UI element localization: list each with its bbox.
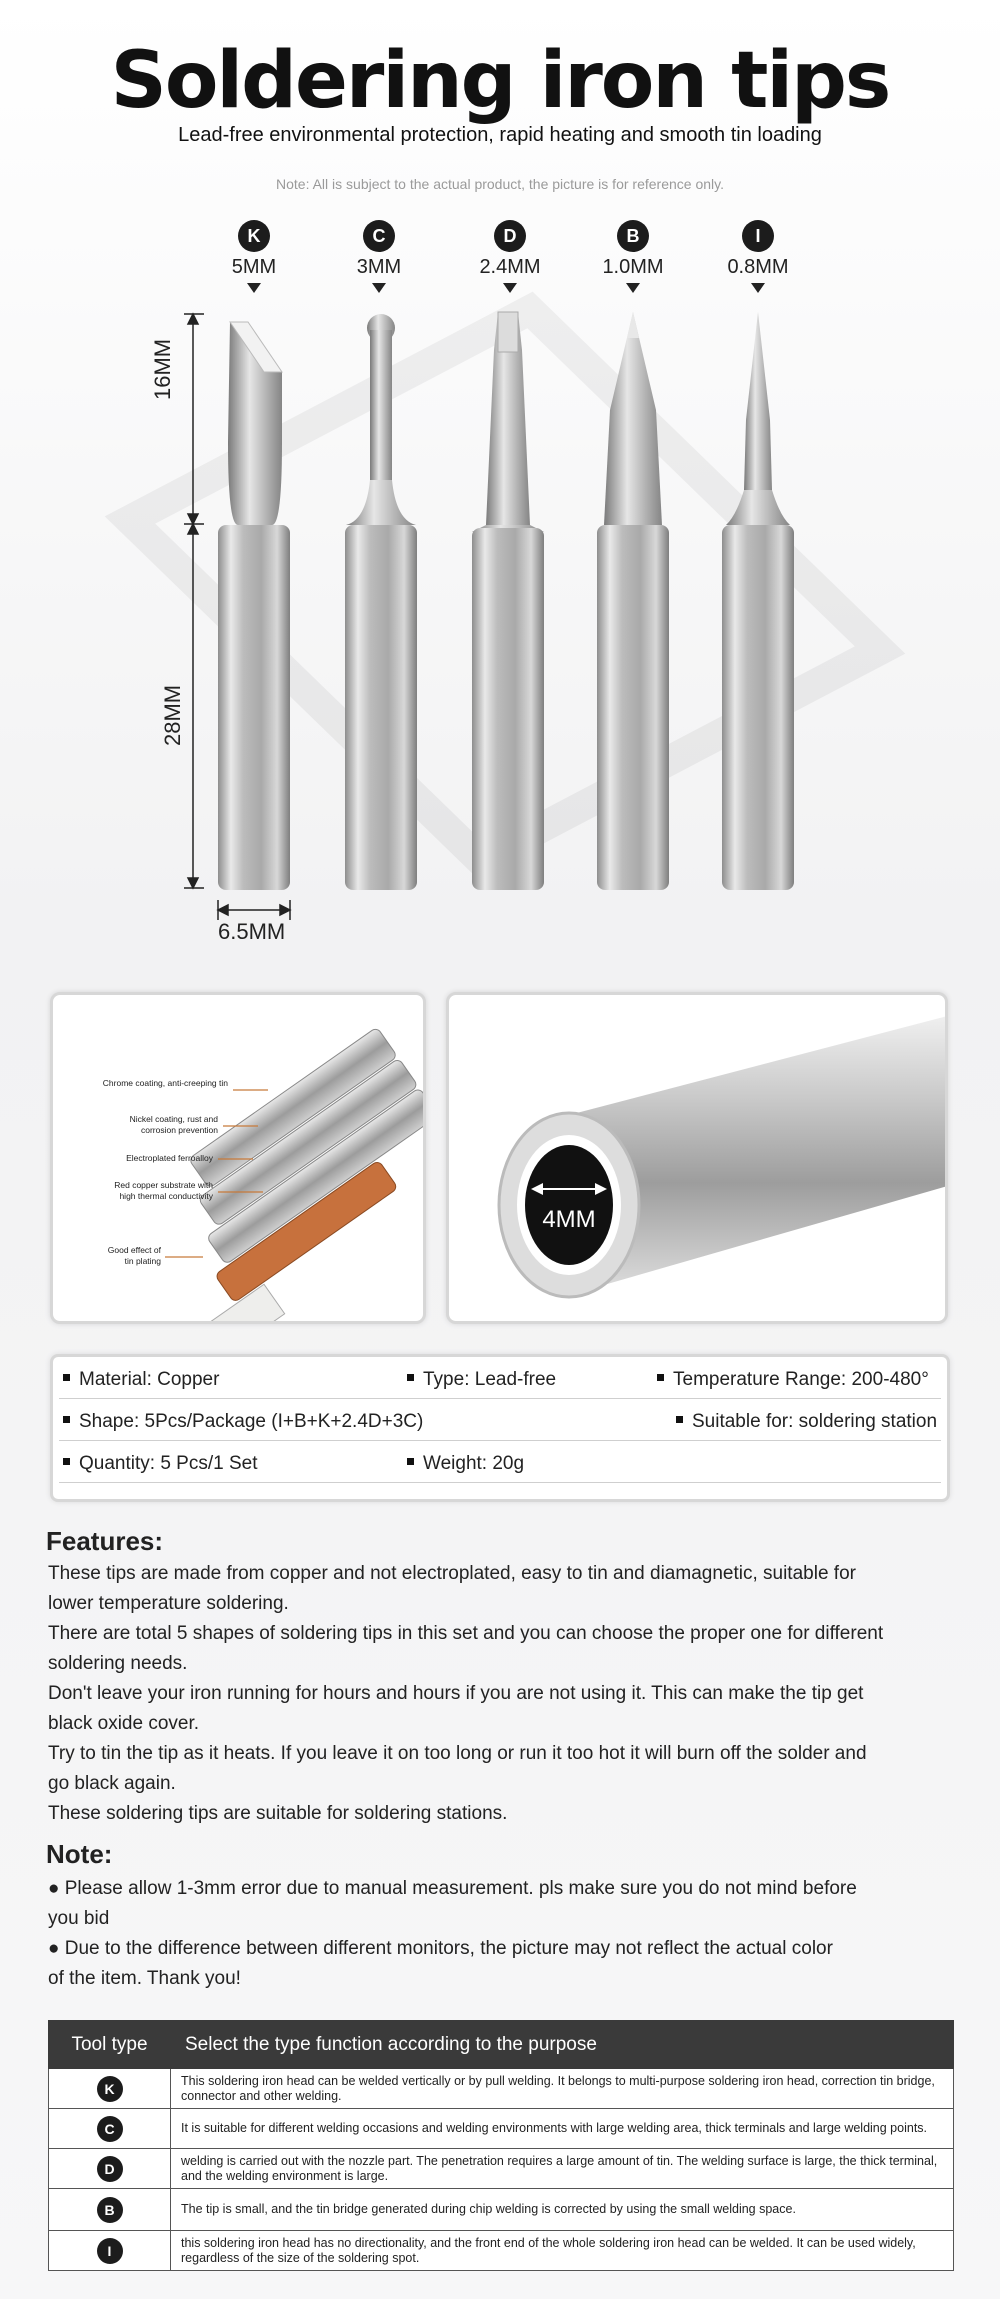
tip-size: 5MM [231, 256, 277, 278]
note-line: you bid [48, 1908, 110, 1929]
note-title: Note: [46, 1839, 113, 1869]
tip-k-drawing [218, 322, 290, 890]
features-line: go black again. [48, 1773, 176, 1794]
features-text [48, 1559, 948, 1829]
callout-tin-2: tin plating [124, 1256, 161, 1266]
spec-quantity: Quantity: 5 Pcs/1 Set [63, 1453, 257, 1475]
spec-row [59, 1443, 941, 1483]
tool-badge: C [97, 2116, 123, 2142]
spec-suitable: Suitable for: soldering station [676, 1411, 937, 1433]
features-line: black oxide cover. [48, 1713, 200, 1734]
function-cell: The tip is small, and the tin bridge generated during chip welding is corrected by using the small welding space. [171, 2189, 954, 2231]
features-line: Don't leave your iron running for hours and hours if you are not using it. This can make the tip get [48, 1683, 864, 1704]
dim-tip-length: 16MM [150, 338, 175, 400]
table-row [49, 2231, 954, 2271]
page-subtitle: Lead-free environmental protection, rapid heating and smooth tin loading [178, 124, 822, 146]
tool-type-cell [49, 2189, 171, 2231]
function-cell: welding is carried out with the nozzle part. The penetration requires a large amount of tin. The welding surface is large, the thick terminal, and the welding environment is large. [171, 2149, 954, 2189]
features-line: These soldering tips are suitable for soldering stations. [48, 1803, 508, 1824]
spec-type: Type: Lead-free [407, 1369, 556, 1391]
tool-badge: B [97, 2197, 123, 2223]
dim-diameter: 6.5MM [218, 919, 286, 944]
spec-row [59, 1359, 941, 1399]
tips-illustration [0, 220, 1000, 960]
spec-row [59, 1401, 941, 1441]
table-row [49, 2109, 954, 2149]
callout-iron: Electroplated ferroalloy [126, 1153, 213, 1163]
callout-tin-1: Good effect of [107, 1245, 161, 1255]
spec-shape: Shape: 5Pcs/Package (I+B+K+2.4D+3C) [63, 1411, 423, 1433]
bore-panel [446, 992, 948, 1324]
tip-size: 0.8MM [727, 256, 789, 278]
header-tool-type: Tool type [49, 2021, 171, 2069]
spec-box [50, 1354, 950, 1502]
tip-size: 3MM [356, 256, 402, 278]
tip-size: 1.0MM [602, 256, 664, 278]
function-cell: This soldering iron head can be welded vertically or by pull welding. It belongs to multi-purpose soldering iron head, correction tin bridge, connector and other welding. [171, 2069, 954, 2109]
features-line: lower temperature soldering. [48, 1593, 289, 1614]
bore-label: 4MM [542, 1206, 596, 1233]
tool-type-cell [49, 2109, 171, 2149]
note-line: of the item. Thank you! [48, 1968, 241, 1989]
tip-d-drawing [472, 312, 544, 890]
layers-panel [50, 992, 426, 1324]
header-function: Select the type function according to the purpose [171, 2021, 954, 2069]
tip-badge: B [617, 220, 649, 252]
tip-badge: I [742, 220, 774, 252]
callout-nickel-2: corrosion prevention [140, 1125, 218, 1135]
page-title: Soldering iron tips [110, 36, 890, 126]
tool-badge: I [97, 2238, 123, 2264]
function-cell: It is suitable for different welding occasions and welding environments with large welding area, thick terminals and large welding points. [171, 2109, 954, 2149]
dim-shaft-length: 28MM [160, 684, 185, 746]
note-line: ● Please allow 1-3mm error due to manual measurement. pls make sure you do not mind before [48, 1878, 857, 1899]
tip-size: 2.4MM [479, 256, 541, 278]
tool-type-cell [49, 2069, 171, 2109]
tool-function-table [48, 2020, 954, 2271]
tip-badge: K [238, 220, 270, 252]
tip-badge: C [363, 220, 395, 252]
callout-nickel-1: Nickel coating, rust and [129, 1114, 218, 1124]
spec-material: Material: Copper [63, 1369, 219, 1391]
table-row [49, 2149, 954, 2189]
tool-badge: K [97, 2076, 123, 2102]
table-row [49, 2069, 954, 2109]
tool-type-cell [49, 2149, 171, 2189]
callout-chrome: Chrome coating, anti-creeping tin [102, 1078, 228, 1088]
features-title: Features: [46, 1526, 164, 1556]
tip-i-drawing [722, 312, 794, 890]
table-row [49, 2189, 954, 2231]
tool-badge: D [97, 2156, 123, 2182]
callout-copper-2: high thermal conductivity [119, 1191, 213, 1201]
spec-temperature: Temperature Range: 200-480° [657, 1369, 929, 1391]
note-text [48, 1874, 948, 1994]
features-line: There are total 5 shapes of soldering tips in this set and you can choose the proper one for different [48, 1623, 884, 1644]
features-line: Try to tin the tip as it heats. If you leave it on too long or run it too hot it will burn off the solder and [48, 1743, 867, 1764]
reference-note: Note: All is subject to the actual product, the picture is for reference only. [276, 176, 724, 192]
note-line: ● Due to the difference between different monitors, the picture may not reflect the actual color [48, 1938, 833, 1959]
spec-weight: Weight: 20g [407, 1453, 524, 1475]
tip-badge: D [494, 220, 526, 252]
function-cell: this soldering iron head has no directionality, and the front end of the whole soldering iron head can be welded. It can be used widely, regardless of the size of the soldering spot. [171, 2231, 954, 2271]
features-line: soldering needs. [48, 1653, 188, 1674]
features-line: These tips are made from copper and not electroplated, easy to tin and diamagnetic, suitable for [48, 1563, 856, 1584]
tool-type-cell [49, 2231, 171, 2271]
bore-drawing [449, 995, 948, 1324]
callout-copper-1: Red copper substrate with [114, 1180, 213, 1190]
table-header-row [49, 2021, 954, 2069]
tips-drawing [0, 220, 1000, 960]
